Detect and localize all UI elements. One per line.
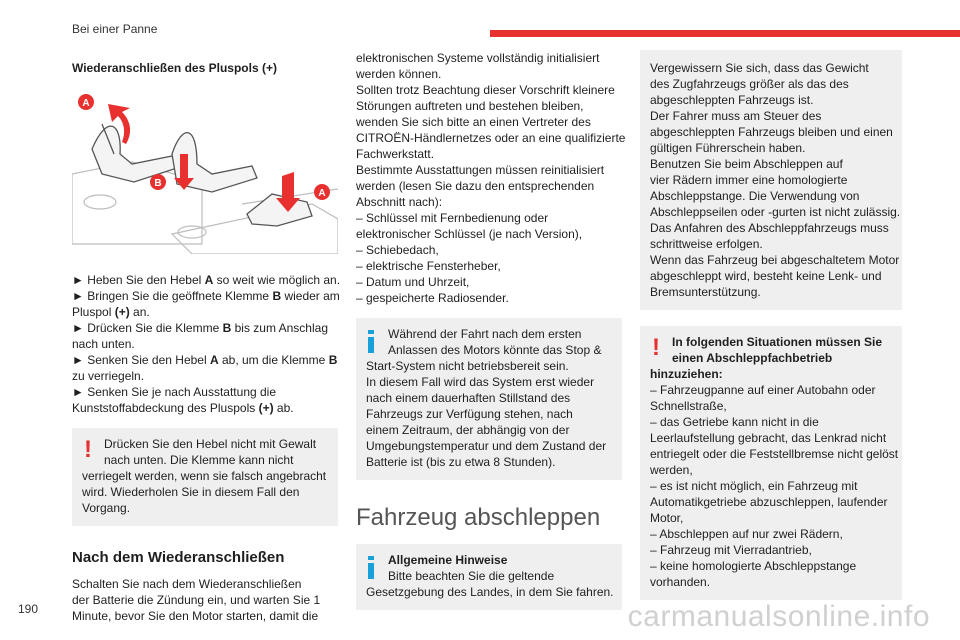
body-line: Bremsunterstützung. xyxy=(650,285,761,299)
warning-title-line: In folgenden Situationen müssen Sie xyxy=(672,335,883,349)
body-line: abgeschleppten Fahrzeugs bleiben und einen xyxy=(650,125,893,139)
instruction-line xyxy=(72,400,338,416)
warning-list-line: – das Getriebe kann nicht in die xyxy=(650,415,819,429)
warning-title xyxy=(650,334,892,382)
instruction-text-run: wieder am xyxy=(281,289,340,303)
warning-list-line: Leerlaufstellung gebracht, das Lenkrad nicht xyxy=(650,431,887,445)
body-line: schrittweise erfolgen. xyxy=(650,237,763,251)
warning-text xyxy=(82,436,328,516)
body-line: abgeschleppt wird, besteht keine Lenk- und xyxy=(650,269,882,283)
warning-list-line: – Fahrzeug mit Vierradantrieb, xyxy=(650,543,812,557)
info-line: Während der Fahrt nach dem ersten xyxy=(388,327,582,341)
instruction-line xyxy=(72,320,338,336)
instruction-text-run: ab. xyxy=(273,401,294,415)
body-line: Der Fahrer muss am Steuer des xyxy=(650,109,822,123)
warning-title-line: einen Abschleppfachbetrieb xyxy=(672,351,833,365)
instruction-text-run: A xyxy=(204,273,214,287)
towing-requirements-box xyxy=(640,50,902,310)
info-box-stop-start xyxy=(356,318,622,480)
body-line: vier Rädern immer eine homologierte xyxy=(650,173,848,187)
body-line: Bestimmte Ausstattungen müssen reinitialisiert xyxy=(356,163,605,177)
instruction-line xyxy=(72,336,338,352)
instruction-text-run: (+) xyxy=(114,305,130,319)
info-line: Gesetzgebung des Landes, in dem Sie fahren. xyxy=(366,585,614,599)
instruction-text-run: Kunststoffabdeckung des Pluspols xyxy=(72,401,259,415)
warning-box-lever xyxy=(72,428,338,526)
instruction-text-run: B xyxy=(222,321,232,335)
figure-label-b: B xyxy=(154,178,162,189)
reinit-text xyxy=(356,50,626,306)
body-line: Abschleppseilen oder -gurten ist nicht zulässig. xyxy=(650,205,901,219)
warning-list-line: – Fahrzeugpanne auf einer Autobahn oder xyxy=(650,383,876,397)
body-line: Sollten trotz Beachtung dieser Vorschrift kleinere xyxy=(356,83,615,97)
instruction-text-run: ► Heben Sie den Hebel xyxy=(72,273,205,287)
body-line: Fachwerkstatt. xyxy=(356,147,435,161)
section-title-towing: Fahrzeug abschleppen xyxy=(356,504,601,531)
warning-exclamation-icon: ! xyxy=(652,334,660,361)
body-line: – elektrische Fensterheber, xyxy=(356,259,501,273)
body-line: Störungen auftreten und bestehen bleiben, xyxy=(356,99,584,113)
body-line: – Schlüssel mit Fernbedienung oder xyxy=(356,211,549,225)
body-line: der Batterie die Zündung ein, und warten Sie 1 xyxy=(72,593,321,607)
instruction-text-run: ► Senken Sie den Hebel xyxy=(72,353,210,367)
figure-label-a-1: A xyxy=(82,98,90,109)
info-line: Fahrzeugs zur Verfügung stehen, nach xyxy=(366,407,573,421)
warning-exclamation-icon: ! xyxy=(84,436,92,463)
figure-label-a-2: A xyxy=(318,188,326,199)
warning-box-towing-service xyxy=(640,326,902,600)
body-line: werden können. xyxy=(356,67,442,81)
instruction-line xyxy=(72,304,338,320)
info-line: Bitte beachten Sie die geltende xyxy=(388,569,555,583)
instruction-text-run: ab, um die Klemme xyxy=(218,353,329,367)
heading-after-reconnect: Nach dem Wiederanschließen xyxy=(72,549,285,566)
warning-line: Drücken Sie den Hebel nicht mit Gewalt xyxy=(104,437,317,451)
body-line: Wenn das Fahrzeug bei abgeschaltetem Motor xyxy=(650,253,900,267)
warning-list-line: Automatikgetriebe abzuschleppen, laufender xyxy=(650,495,888,509)
warning-list-line: – keine homologierte Abschleppstange xyxy=(650,559,857,573)
instruction-text-run: B xyxy=(328,353,338,367)
body-line: werden (lesen Sie dazu den entsprechenden xyxy=(356,179,595,193)
instruction-text-run: an. xyxy=(129,305,150,319)
instruction-line xyxy=(72,288,338,304)
body-line: Vergewissern Sie sich, dass das Gewicht xyxy=(650,61,869,75)
instruction-text-run: bis zum Anschlag xyxy=(231,321,328,335)
warning-line: nach unten. Die Klemme kann nicht xyxy=(104,453,294,467)
body-line: des Zugfahrzeugs größer als das des xyxy=(650,77,849,91)
after-reconnect-text xyxy=(72,576,338,624)
warning-list-line: vorhanden. xyxy=(650,575,711,589)
body-line: – Schiebedach, xyxy=(356,243,439,257)
body-line: – gespeicherte Radiosender. xyxy=(356,291,509,305)
body-line: gültigen Führerschein haben. xyxy=(650,141,806,155)
body-line: elektronischer Schlüssel (je nach Version), xyxy=(356,227,583,241)
clamp-diagram-svg xyxy=(72,94,338,254)
column-3 xyxy=(640,50,902,600)
body-line: elektronischen Systeme vollständig initialisiert xyxy=(356,51,600,65)
info-icon xyxy=(368,330,374,352)
instruction-text-run: Pluspol xyxy=(72,305,115,319)
info-text-stop-start xyxy=(366,326,612,470)
page-number: 190 xyxy=(18,602,39,616)
info-line: Umgebungstemperatur und dem Zustand der xyxy=(366,439,607,453)
body-line: abgeschleppten Fahrzeugs ist. xyxy=(650,93,814,107)
body-line: Schalten Sie nach dem Wiederanschließen xyxy=(72,577,302,591)
instruction-text-run: so weit wie möglich an. xyxy=(213,273,341,287)
body-line: Minute, bevor Sie den Motor starten, damit die xyxy=(72,609,319,623)
info-general-title: Allgemeine Hinweise xyxy=(388,553,508,567)
body-line: CITROËN-Händlernetzes oder an eine qualifizierte xyxy=(356,131,626,145)
instruction-text-run: nach unten. xyxy=(72,337,135,351)
warning-line: Vorgang. xyxy=(82,501,131,515)
warning-list-line: – Abschleppen auf nur zwei Rädern, xyxy=(650,527,843,541)
instruction-line xyxy=(72,368,338,384)
body-line: Abschnitt nach): xyxy=(356,195,443,209)
subheading-reconnect: Wiederanschließen des Pluspols (+) xyxy=(72,61,277,75)
warning-list-line: Schnellstraße, xyxy=(650,399,727,413)
instruction-text-run: A xyxy=(209,353,219,367)
body-line: Benutzen Sie beim Abschleppen auf xyxy=(650,157,843,171)
body-line: wenden Sie sich bitte an einen Vertreter des xyxy=(356,115,591,129)
warning-list-line: werden, xyxy=(650,463,693,477)
instruction-line xyxy=(72,384,338,400)
header-accent-bar xyxy=(490,30,960,37)
warning-list-line: – es ist nicht möglich, ein Fahrzeug mit xyxy=(650,479,858,493)
body-line: – Datum und Uhrzeit, xyxy=(356,275,470,289)
info-line: Anlassen des Motors könnte das Stop & xyxy=(388,343,602,357)
instruction-steps xyxy=(72,272,341,416)
column-2 xyxy=(356,50,626,610)
info-line: einem Zeitraum, der abhängig von der xyxy=(366,423,570,437)
instruction-line xyxy=(72,352,338,368)
info-line: Start-System nicht betriebsbereit sein. xyxy=(366,359,569,373)
battery-clamp-illustration xyxy=(72,94,338,254)
body-line: Abschleppstange. Die Verwendung von xyxy=(650,189,860,203)
warning-title-line: hinzuziehen: xyxy=(650,367,723,381)
instruction-text-run: ► Senken Sie je nach Ausstattung die xyxy=(72,385,277,399)
info-line: nach einem dauerhaften Stillstand des xyxy=(366,391,571,405)
info-line: Batterie ist (bis zu etwa 8 Stunden). xyxy=(366,455,556,469)
info-line: In diesem Fall wird das System erst wieder xyxy=(366,375,595,389)
info-box-general xyxy=(356,544,622,610)
warning-line: verriegelt werden, wenn sie falsch angebracht xyxy=(82,469,327,483)
running-header: Bei einer Panne xyxy=(72,22,158,36)
info-icon xyxy=(368,556,374,578)
instruction-text-run: ► Bringen Sie die geöffnete Klemme xyxy=(72,289,273,303)
body-line: Das Anfahren des Abschleppfahrzeugs muss xyxy=(650,221,889,235)
warning-line: wird. Wiederholen Sie in diesem Fall den xyxy=(82,485,300,499)
warning-list-line: Motor, xyxy=(650,511,684,525)
info-general-text xyxy=(366,568,612,600)
warning-list-line: entriegelt oder die Feststellbremse nicht gelöst xyxy=(650,447,899,461)
instruction-text-run: B xyxy=(272,289,282,303)
instruction-text-run: zu verriegeln. xyxy=(72,369,145,383)
instruction-text-run: ► Drücken Sie die Klemme xyxy=(72,321,223,335)
instruction-text-run: (+) xyxy=(258,401,274,415)
instruction-line xyxy=(72,272,341,288)
warning-list xyxy=(650,382,899,590)
watermark: carmanualsonline.info xyxy=(627,600,930,633)
column-1 xyxy=(72,50,341,624)
